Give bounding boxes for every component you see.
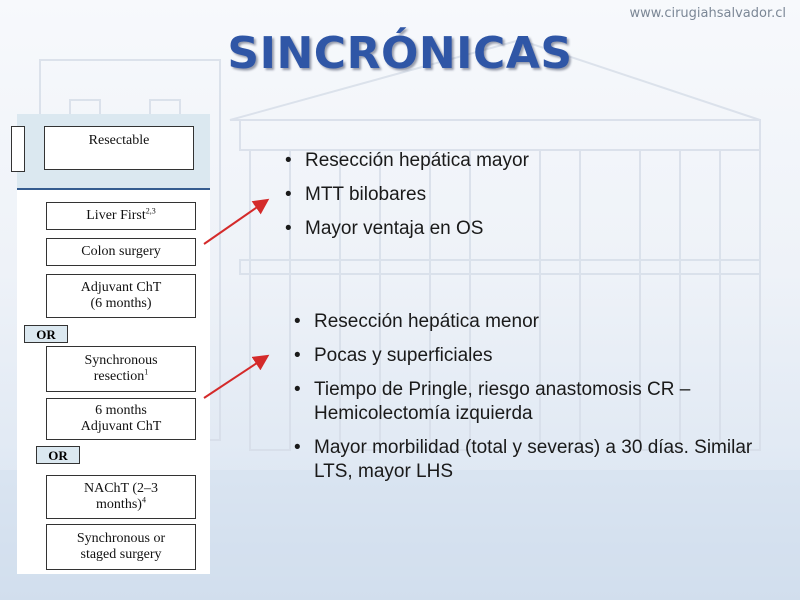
six-months-adjuvant-box [46,398,196,440]
synchronous-ref: 1 [144,367,149,377]
adjuvant-line-2: (6 months) [90,296,152,311]
slide-title: SINCRÓNICAS [227,28,573,79]
bullet-item: • Resección hepática mayor [285,150,529,171]
resectable-box [44,126,194,170]
six-months-line-2: Adjuvant ChT [80,419,162,434]
adjuvant-cht-box [46,274,196,318]
or-tag-2: OR [36,446,80,464]
colon-surgery-box [46,238,196,266]
bullet-list-top [283,149,783,251]
bullet-item: • Mayor morbilidad (total y severas) a 30 días. Similar LTS, mayor LHS [294,437,753,482]
bullet-list-bottom [292,310,782,494]
site-url: www.cirugiahsalvador.cl [629,6,786,21]
liver-first-ref: 2,3 [145,206,156,216]
bullet-item: • Mayor ventaja en OS [285,218,484,239]
six-months-line-1: 6 months [95,403,147,418]
staged-line-1: Synchronous or [76,531,166,546]
liver-first-box [46,202,196,230]
flowchart-panel [17,114,210,574]
bullet-item: • Tiempo de Pringle, riesgo anastomosis CR – Hemicolectomía izquierda [294,379,691,424]
resectable-label: Resectable [88,133,150,148]
synchronous-line-1: Synchronous [84,353,158,368]
nacht-line-1: NAChT (2–3 [83,481,159,496]
synchronous-resection-box [46,346,196,392]
synchronous-staged-box [46,524,196,570]
nacht-line-2: months) [96,497,142,512]
bullet-item: • Pocas y superficiales [294,345,493,366]
synchronous-line-2: resection [93,369,145,384]
colon-surgery-label: Colon surgery [81,244,161,259]
or-tag-1: OR [24,325,68,343]
flowchart-left-box-edge [11,126,25,172]
nacht-ref: 4 [141,495,146,505]
bullet-item: • Resección hepática menor [294,311,539,332]
nacht-box [46,475,196,519]
adjuvant-line-1: Adjuvant ChT [80,280,162,295]
bullet-item: • MTT bilobares [285,184,427,205]
liver-first-label: Liver First [86,208,146,223]
staged-line-2: staged surgery [80,547,162,562]
